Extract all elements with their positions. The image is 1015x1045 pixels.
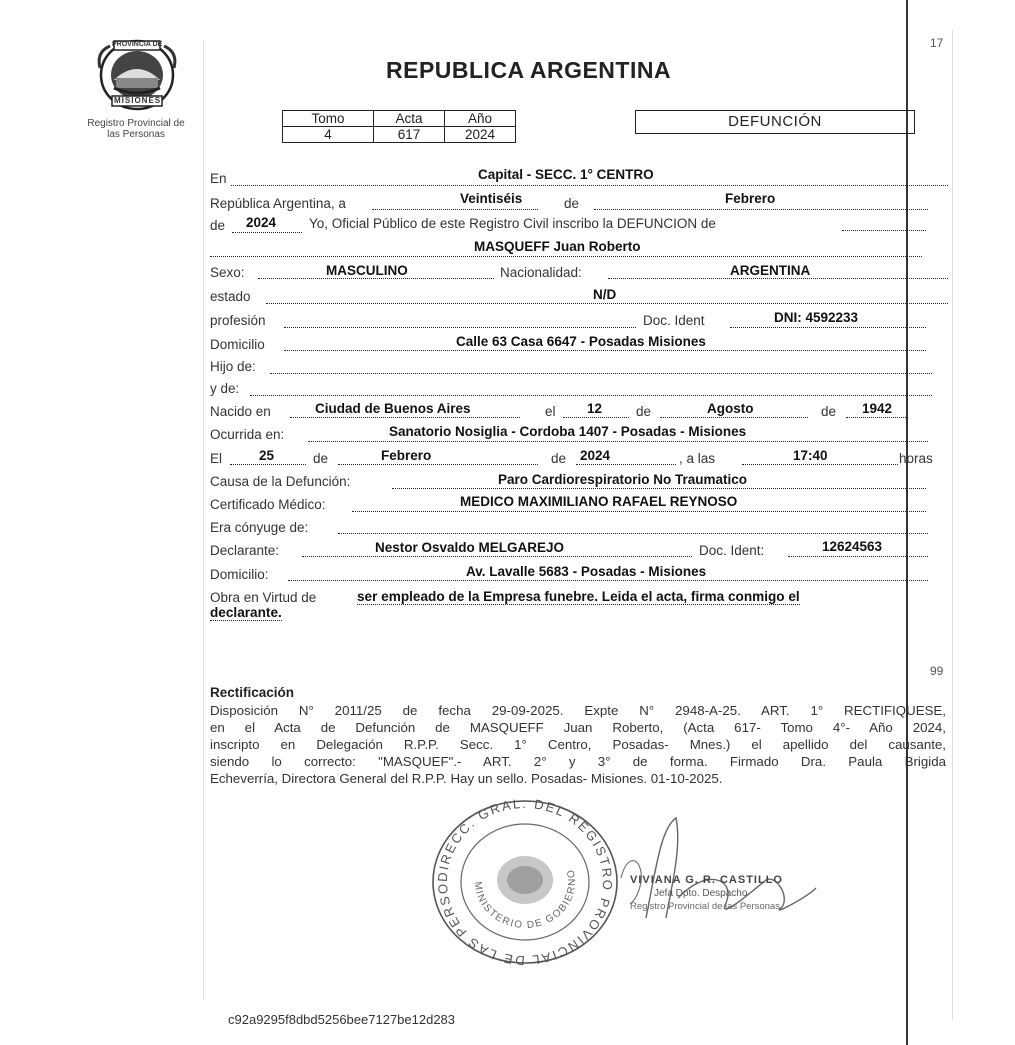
nacido-label: Nacido en xyxy=(210,404,271,419)
rectificacion-line: en el Acta de Defunción de MASQUEFF Juan Roberto, (Acta 617- Tomo 4°- Año 2024, xyxy=(210,720,946,735)
en-label: En xyxy=(210,171,227,186)
declarante-dotline xyxy=(302,556,692,557)
def-anio-value: 2024 xyxy=(580,448,611,463)
nac-dia-dotline xyxy=(563,417,629,418)
domicilio2-label: Domicilio: xyxy=(210,567,269,582)
rectificacion-title: Rectificación xyxy=(210,685,295,700)
certificado-label: Certificado Médico: xyxy=(210,497,326,512)
signature-name: VIVIANA G. R. CASTILLO xyxy=(630,874,783,886)
signature-org: Registro Provincial de las Personas xyxy=(630,901,780,912)
doc-ident-value: DNI: 4592233 xyxy=(774,310,859,325)
nombre-dotline xyxy=(210,256,922,257)
record-type-box: DEFUNCIÓN xyxy=(635,110,915,134)
en-dotline xyxy=(231,185,948,186)
alas-label: , a las xyxy=(679,451,716,466)
obra-value-line2: declarante. xyxy=(210,605,282,620)
domicilio-dotline xyxy=(284,350,926,351)
table-header-acta: Acta xyxy=(374,111,445,127)
yde-label: y de: xyxy=(210,381,240,396)
mes-dotline xyxy=(594,209,928,210)
yde-dotline xyxy=(250,395,932,396)
nacionalidad-dotline xyxy=(608,278,948,279)
sexo-dotline xyxy=(258,278,494,279)
de2-label: de xyxy=(210,218,226,233)
estado-value: N/D xyxy=(593,287,617,302)
profesion-label: profesión xyxy=(210,313,266,328)
nacionalidad-value: ARGENTINA xyxy=(730,263,811,278)
side-number: 99 xyxy=(930,664,944,678)
causa-label: Causa de la Defunción: xyxy=(210,474,351,489)
stamp-outer-text: DIRECC. GRAL. DEL REGISTRO PROVINCIAL DE LAS PERSO xyxy=(434,798,616,966)
obra-value-line1: ser empleado de la Empresa funebre. Leida el acta, firma conmigo el xyxy=(357,589,800,604)
certificado-value: MEDICO MAXIMILIANO RAFAEL REYNOSO xyxy=(460,494,738,509)
nac-dia-value: 12 xyxy=(587,401,603,416)
ocurrida-dotline xyxy=(308,441,928,442)
conyuge-dotline xyxy=(338,533,928,534)
deceased-name: MASQUEFF Juan Roberto xyxy=(474,239,641,254)
oficial-text: Yo, Oficial Público de este Registro Civil inscribo la DEFUNCION de xyxy=(309,216,716,231)
conyuge-label: Era cónyuge de: xyxy=(210,520,309,535)
rectificacion-line: siendo lo correcto: "MASQUEF".- ART. 2° y 3° de forma. Firmado Dra. Paula Brigida xyxy=(210,754,946,769)
stamp-inner-text: MINISTERIO DE GOBIERNO xyxy=(471,867,579,932)
declarante-value: Nestor Osvaldo MELGAREJO xyxy=(375,540,565,555)
sexo-value: MASCULINO xyxy=(326,263,408,278)
dia-value: Veintiséis xyxy=(460,191,523,206)
nacionalidad-label: Nacionalidad: xyxy=(500,265,582,280)
logo-caption-line2: las Personas xyxy=(107,129,165,140)
rectificacion-line: Disposición N° 2011/25 de fecha 29-09-2025. Expte N° 2948-A-25. ART. 1° RECTIFIQUESE, xyxy=(210,703,946,718)
def-dia-value: 25 xyxy=(259,448,275,463)
nac-mes-value: Agosto xyxy=(707,401,754,416)
def-dia-dotline xyxy=(230,464,306,465)
nacido-value: Ciudad de Buenos Aires xyxy=(315,401,471,416)
table-header-anio: Año xyxy=(445,111,516,127)
page-number: 17 xyxy=(930,36,944,50)
doc-ident2-label: Doc. Ident: xyxy=(699,543,765,558)
nacido-dotline xyxy=(290,417,520,418)
de5-label: de xyxy=(313,451,329,466)
domicilio2-value: Av. Lavalle 5683 - Posadas - Misiones xyxy=(466,564,707,579)
logo-caption-line1: Registro Provincial de xyxy=(87,118,185,129)
def-mes-dotline xyxy=(338,464,538,465)
republica-label: República Argentina, a xyxy=(210,196,346,211)
doc-ident2-dotline xyxy=(788,556,928,557)
dia-dotline xyxy=(372,209,538,210)
table-value-row xyxy=(283,127,516,143)
sexo-label: Sexo: xyxy=(210,265,245,280)
rectificacion-line: Echeverría, Directora General del R.P.P. Hay un sello. Posadas- Misiones. 01-10-2025. xyxy=(210,771,723,786)
doc-ident-dotline xyxy=(730,327,926,328)
anio-value: 2024 xyxy=(246,215,277,230)
mes-value: Febrero xyxy=(725,191,776,206)
de6-label: de xyxy=(551,451,567,466)
seal-text-bottom: MISIONES xyxy=(114,96,162,105)
obra-label: Obra en Virtud de xyxy=(210,590,317,605)
def-hora-dotline xyxy=(742,464,898,465)
domicilio-value: Calle 63 Casa 6647 - Posadas Misiones xyxy=(456,334,706,349)
rectificacion-line: inscripto en Delegación R.P.P. Secc. 1° Centro, Posadas- Mnes.) el apellido del causante, xyxy=(210,737,946,752)
de3-label: de xyxy=(636,404,652,419)
oficial-dotline xyxy=(842,230,926,231)
domicilio-label: Domicilio xyxy=(210,337,265,352)
declarante-label: Declarante: xyxy=(210,543,280,558)
table-value-acta: 617 xyxy=(374,127,445,143)
certificado-dotline xyxy=(352,511,926,512)
signature-role: Jefa Dpto. Despacho xyxy=(654,888,748,899)
def-anio-dotline xyxy=(576,464,676,465)
profesion-dotline xyxy=(284,327,636,328)
domicilio2-dotline xyxy=(288,580,928,581)
causa-dotline xyxy=(392,488,926,489)
registry-table xyxy=(282,110,516,143)
outer-margin-line xyxy=(952,30,953,1020)
right-border-line xyxy=(906,0,908,1045)
ocurrida-value: Sanatorio Nosiglia - Cordoba 1407 - Posadas - Misiones xyxy=(389,424,747,439)
table-value-anio: 2024 xyxy=(445,127,516,143)
seal-text-top: PROVINCIA DE xyxy=(112,41,163,48)
el2-label: El xyxy=(210,451,223,466)
rectificacion-text xyxy=(210,702,946,787)
nac-anio-dotline xyxy=(846,417,908,418)
estado-label: estado xyxy=(210,289,251,304)
def-mes-value: Febrero xyxy=(381,448,432,463)
doc-ident-label: Doc. Ident xyxy=(643,313,705,328)
ocurrida-label: Ocurrida en: xyxy=(210,427,285,442)
table-header-tomo: Tomo xyxy=(283,111,374,127)
estado-dotline xyxy=(266,303,948,304)
doc-ident2-value: 12624563 xyxy=(822,539,883,554)
nac-anio-value: 1942 xyxy=(862,401,893,416)
table-value-tomo: 4 xyxy=(283,127,374,143)
table-header-row xyxy=(283,111,516,127)
horas-label: horas xyxy=(899,451,933,466)
causa-value: Paro Cardiorespiratorio No Traumatico xyxy=(498,472,748,487)
anio-dotline xyxy=(232,232,302,233)
en-value: Capital - SECC. 1° CENTRO xyxy=(478,167,654,182)
de4-label: de xyxy=(821,404,837,419)
page-title: REPUBLICA ARGENTINA xyxy=(386,57,672,83)
def-hora-value: 17:40 xyxy=(793,448,828,463)
left-margin-line xyxy=(203,40,204,1000)
de-label: de xyxy=(564,196,580,211)
official-stamp xyxy=(430,798,620,966)
hijo-dotline xyxy=(270,373,932,374)
nac-mes-dotline xyxy=(660,417,808,418)
hijo-label: Hijo de: xyxy=(210,359,256,374)
el-label: el xyxy=(545,404,556,419)
document-hash: c92a9295f8dbd5256bee7127be12d283 xyxy=(228,1012,456,1027)
